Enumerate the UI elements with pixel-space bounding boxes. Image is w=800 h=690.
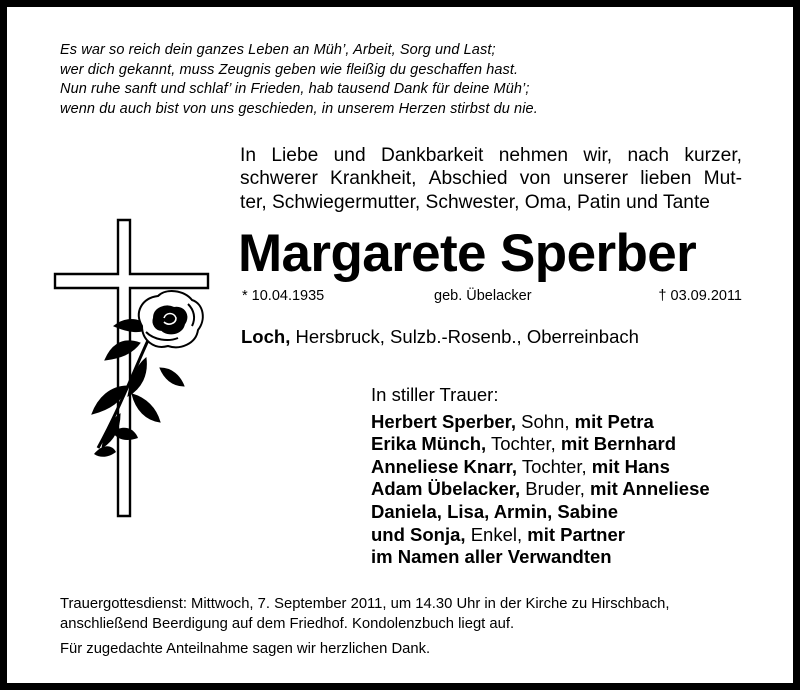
intro-word: Liebe	[271, 145, 319, 166]
death-date: † 03.09.2011	[658, 288, 742, 304]
mourner-line	[371, 433, 710, 456]
mourner-name: Anneliese Knarr,	[371, 455, 518, 477]
mourner-relation: Tochter,	[517, 455, 592, 477]
mourner-name: Erika Münch,	[371, 433, 487, 455]
intro-word: In	[240, 145, 257, 166]
intro-word: lieben	[640, 168, 692, 190]
service-info: Trauergottesdienst: Mittwoch, 7. September 2011, um 14.30 Uhr in der Kirche zu Hirschbach,	[60, 596, 670, 612]
intro-word: von	[519, 168, 551, 190]
mourner-line	[371, 456, 710, 479]
poem-line: wenn du auch bist von uns geschieden, in unserem Herzen stirbst du nie.	[60, 100, 538, 117]
intro-word: und	[333, 145, 366, 166]
rose-blossom	[139, 291, 203, 347]
intro-word: nehmen	[498, 145, 569, 166]
poem-line: wer dich gekannt, muss Zeugnis geben wie fleißig du geschaffen hast.	[60, 61, 519, 78]
mourner-name: mit Hans	[591, 455, 670, 477]
mourner-list	[371, 411, 710, 569]
mourner-line	[371, 411, 710, 434]
mourner-name: mit Petra	[574, 410, 654, 432]
footer	[60, 595, 669, 660]
birth-date: * 10.04.1935	[242, 288, 325, 304]
mourner-name: Herbert Sperber,	[371, 410, 516, 432]
mourner-line	[371, 546, 710, 569]
mourner-relation: Sohn,	[515, 410, 575, 432]
intro-word: Abschied	[428, 168, 508, 190]
mourners-heading: In stiller Trauer:	[371, 384, 499, 405]
intro-word: nach	[627, 145, 670, 166]
maiden-name: geb. Übelacker	[434, 288, 532, 304]
poem-line: Nun ruhe sanft und schlaf’ in Frieden, hab tausend Dank für deine Müh’;	[60, 81, 530, 98]
intro-word: schwerer	[240, 168, 318, 190]
poem-line: Es war so reich dein ganzes Leben an Müh’, Arbeit, Sorg und Last;	[60, 42, 496, 58]
intro-word: kurzer,	[684, 145, 742, 166]
intro-word: wir,	[583, 145, 613, 166]
deceased-name: Margarete Sperber	[238, 224, 697, 283]
cross-icon	[55, 220, 208, 516]
mourner-name: im Namen aller Verwandten	[371, 546, 612, 568]
mourner-name: Daniela, Lisa, Armin, Sabine	[371, 500, 619, 522]
mourner-name: und Sonja,	[371, 523, 466, 545]
mourner-name: Adam Übelacker,	[371, 478, 521, 500]
thanks-note: Für zugedachte Anteilnahme sagen wir herzlichen Dank.	[60, 641, 431, 658]
intro-line-3: ter, Schwiegermutter, Schwester, Oma, Patin und Tante	[240, 191, 710, 213]
mourner-relation: Enkel,	[465, 523, 528, 545]
mourner-name: mit Partner	[527, 523, 625, 545]
intro-line-2	[240, 167, 742, 190]
intro-word: Krankheit,	[330, 168, 417, 190]
cross-with-rose-illustration	[50, 218, 210, 518]
mourners	[371, 384, 710, 569]
poem	[60, 41, 538, 119]
mourner-relation: Tochter,	[486, 433, 561, 455]
mourner-name: mit Bernhard	[560, 433, 677, 455]
mourner-line	[371, 501, 710, 524]
intro-word: Dankbarkeit	[380, 145, 484, 166]
intro-line-1	[240, 144, 742, 167]
place-main: Loch,	[241, 326, 291, 347]
mourner-relation: Bruder,	[520, 478, 591, 500]
mourner-line	[371, 478, 710, 501]
places	[241, 326, 639, 348]
mourner-line	[371, 524, 710, 547]
service-info: anschließend Beerdigung auf dem Friedhof. Kondolenzbuch liegt auf.	[60, 615, 515, 632]
mourner-name: mit Anneliese	[590, 478, 710, 500]
intro-word: unserer	[562, 168, 628, 190]
place-others: Hersbruck, Sulzb.-Rosenb., Oberreinbach	[290, 326, 639, 347]
intro-text	[240, 144, 742, 214]
intro-word: Mut-	[703, 168, 742, 190]
